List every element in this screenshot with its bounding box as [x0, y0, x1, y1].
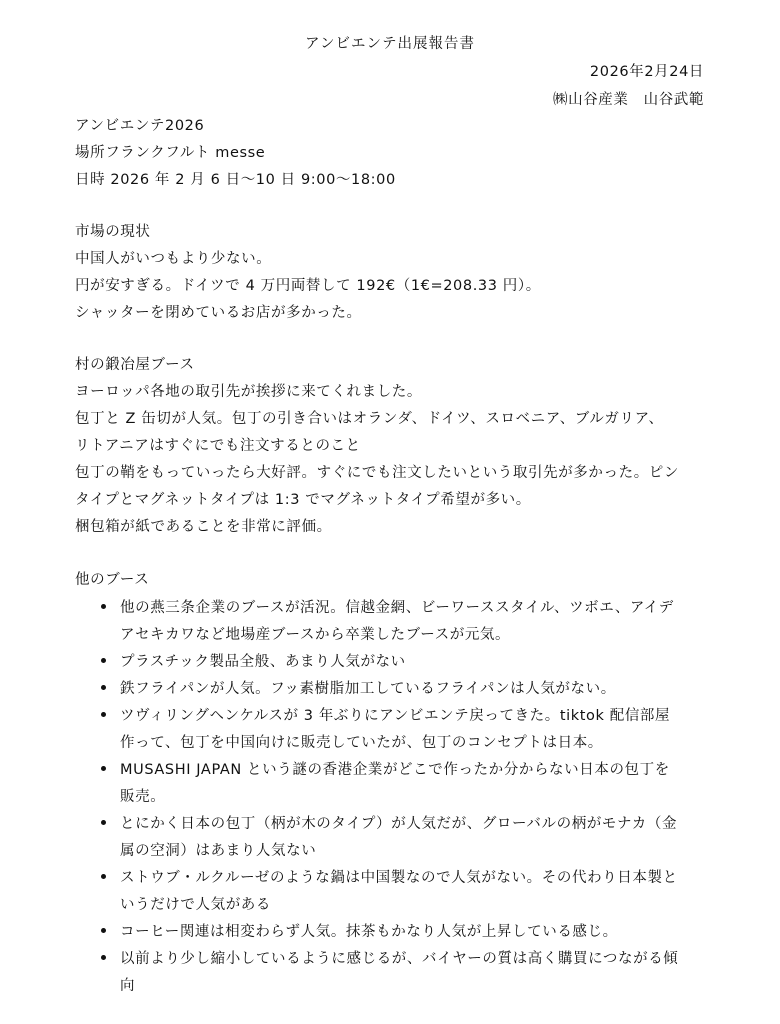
- bullet-item: [0, 760, 780, 780]
- report-author: ㈱山谷産業 山谷武範: [553, 92, 704, 108]
- bullet-text: 作って、包丁を中国向けに販売していたが、包丁のコンセプトは日本。: [120, 735, 603, 751]
- bullet-text: 販売。: [120, 789, 166, 805]
- event-dates: 日時 2026 年 2 月 6 日～10 日 9:00～18:00: [75, 172, 396, 188]
- bullet-item: [0, 706, 780, 726]
- report-date: 2026年2月24日: [589, 64, 704, 80]
- bullet-text: ストウブ・ルクルーゼのような鍋は中国製なので人気がない。その代わり日本製と: [120, 870, 678, 886]
- event-place: 場所フランクフルト messe: [75, 145, 266, 161]
- bullet-text: 向: [120, 978, 136, 994]
- bullet-continuation: [0, 625, 780, 645]
- bullet-dot: [101, 928, 106, 933]
- others-heading: 他のブース: [75, 572, 150, 588]
- bullet-dot: [101, 955, 106, 960]
- bullet-text: 鉄フライパンが人気。フッ素樹脂加工しているフライパンは人気がない。: [120, 681, 616, 697]
- market-line: 円が安すぎる。ドイツで 4 万円両替して 192€（1€=208.33 円）。: [75, 278, 541, 294]
- event-name: アンビエンテ2026: [75, 118, 205, 134]
- market-heading: 市場の現状: [75, 224, 151, 240]
- bullet-continuation: [0, 841, 780, 861]
- bullet-dot: [101, 685, 106, 690]
- bullet-text: とにかく日本の包丁（柄が木のタイプ）が人気だが、グローバルの柄がモナカ（金: [120, 816, 678, 832]
- booth-line: タイプとマグネットタイプは 1:3 でマグネットタイプ希望が多い。: [75, 492, 531, 508]
- bullet-dot: [101, 874, 106, 879]
- bullet-dot: [101, 658, 106, 663]
- booth-line: 梱包箱が紙であることを非常に評価。: [75, 519, 332, 535]
- market-line: シャッターを閉めているお店が多かった。: [75, 305, 362, 321]
- booth-heading: 村の鍛冶屋ブース: [75, 357, 195, 373]
- bullet-text: MUSASHI JAPAN という謎の香港企業がどこで作ったか分からない日本の包丁を: [120, 762, 670, 778]
- bullet-dot: [101, 820, 106, 825]
- bullet-item: [0, 868, 780, 888]
- bullet-continuation: [0, 733, 780, 753]
- bullet-item: [0, 922, 780, 942]
- bullet-dot: [101, 766, 106, 771]
- bullet-item: [0, 679, 780, 699]
- booth-line: リトアニアはすぐにでも注文するとのこと: [75, 438, 361, 454]
- bullet-continuation: [0, 787, 780, 807]
- document-title: アンビエンテ出展報告書: [305, 36, 475, 52]
- bullet-text: プラスチック製品全般、あまり人気がない: [120, 654, 406, 670]
- booth-line: 包丁と Z 缶切が人気。包丁の引き合いはオランダ、ドイツ、スロベニア、ブルガリア、: [75, 411, 664, 427]
- bullet-item: [0, 652, 780, 672]
- bullet-item: [0, 949, 780, 969]
- bullet-text: 以前より少し縮小しているように感じるが、バイヤーの質は高く購買につながる傾: [120, 951, 679, 967]
- bullet-text: コーヒー関連は相変わらず人気。抹茶もかなり人気が上昇している感じ。: [120, 924, 618, 940]
- bullet-text: 他の燕三条企業のブースが活況。信越金網、ビーワーススタイル、ツボエ、アイデ: [120, 600, 674, 616]
- bullet-continuation: [0, 895, 780, 915]
- booth-line: 包丁の鞘をもっていったら大好評。すぐにでも注文したいという取引先が多かった。ピン: [75, 465, 679, 481]
- bullet-text: ツヴィリングヘンケルスが 3 年ぶりにアンビエンテ戻ってきた。tiktok 配信部屋: [120, 708, 671, 724]
- bullet-dot: [101, 604, 106, 609]
- bullet-continuation: [0, 976, 780, 996]
- bullet-text: 属の空洞）はあまり人気ない: [120, 843, 317, 859]
- bullet-item: [0, 814, 780, 834]
- bullet-text: いうだけで人気がある: [120, 897, 271, 913]
- bullet-text: アセキカワなど地場産ブースから卒業したブースが元気。: [120, 627, 511, 643]
- market-line: 中国人がいつもより少ない。: [75, 251, 272, 267]
- booth-line: ヨーロッパ各地の取引先が挨拶に来てくれました。: [75, 384, 423, 400]
- bullet-item: [0, 598, 780, 618]
- bullet-dot: [101, 712, 106, 717]
